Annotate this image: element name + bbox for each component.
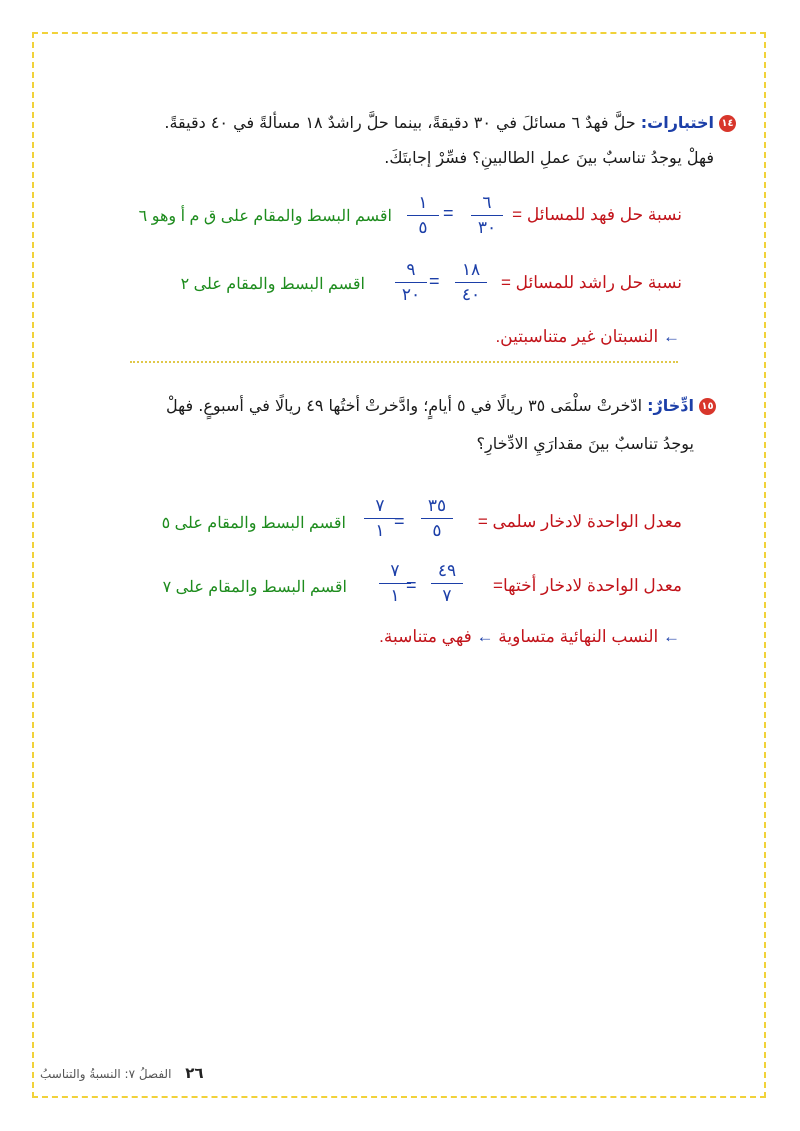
denominator: ٧ [442,586,452,605]
step-note: اقسم البسط والمقام على ٥ [161,515,346,532]
fraction [389,260,433,305]
step-note: اقسم البسط والمقام على ق م أ وهو ٦ [138,208,392,225]
fraction [465,193,509,238]
answer-conclusion [379,627,680,647]
question-14-line1 [164,113,736,132]
question-15-line1 [166,396,716,415]
fraction-bar [364,518,396,519]
fraction-bar [395,282,427,283]
equals-sign: = [443,203,454,223]
numerator: ٧ [375,496,385,515]
fraction-bar [379,583,411,584]
denominator: ١ [390,586,400,605]
numerator: ١ [418,193,428,212]
numerator: ٣٥ [427,496,447,515]
fraction [425,561,469,606]
numerator: ١٨ [461,260,481,279]
equals-sign: = [394,511,405,531]
answer-row-label: معدل الواحدة لادخار أختها= [493,576,682,595]
question-text: ادّخرتْ سلْمَى ٣٥ ريالًا في ٥ أيامٍ؛ وادَّخرتْ أختُها ٤٩ ريالًا في أسبوعٍ. فهلْ [166,396,643,415]
question-keyword: ادِّخارٌ: [647,396,694,415]
numerator: ٩ [406,260,416,279]
answer-row-label: نسبة حل راشد للمسائل = [500,273,682,292]
numerator: ٧ [390,561,400,580]
question-15-line2: يوجدُ تناسبٌ بينَ مقدارَيِ الادِّخارِ؟ [476,434,694,453]
answer-conclusion [495,327,680,347]
fraction-bar [421,518,453,519]
denominator: ٣٠ [477,218,497,237]
fraction-bar [471,215,503,216]
question-number-badge: ١٥ [699,398,716,415]
fraction [449,260,493,305]
arrow-left-icon: ← [476,627,494,646]
step-note: اقسم البسط والمقام على ٧ [162,579,347,596]
fraction [358,496,402,541]
conclusion-text: النسب النهائية متساوية [498,627,659,646]
question-keyword: اختبارات: [640,113,714,132]
numerator: ٦ [482,193,492,212]
question-number-badge: ١٤ [719,115,736,132]
fraction-bar [455,282,487,283]
fraction-bar [407,215,439,216]
equals-sign: = [406,575,417,595]
page-footer [40,1064,204,1082]
question-text: حلَّ فهدٌ ٦ مسائلَ في ٣٠ دقيقةً، بينما حلَّ راشدٌ ١٨ مسألةً في ٤٠ دقيقةً. [164,113,636,132]
arrow-left-icon: ← [663,327,680,346]
answer-row-label: نسبة حل فهد للمسائل = [512,205,682,224]
arrow-left-icon: ← [663,627,680,646]
denominator: ٥ [418,218,428,237]
equals-sign: = [429,271,440,291]
answer-row-label: معدل الواحدة لادخار سلمى = [477,512,682,531]
step-note: اقسم البسط والمقام على ٢ [180,276,365,293]
fraction [415,496,459,541]
page-number: ٢٦ [185,1064,204,1082]
question-14-line2: فهلْ يوجدُ تناسبٌ بينَ عملِ الطالبينِ؟ فسِّرْ إجابتَكَ. [384,148,714,167]
conclusion-text: النسبتان غير متناسبتين. [495,327,659,346]
fraction-bar [431,583,463,584]
denominator: ٢٠ [401,285,421,304]
fraction [401,193,445,238]
section-divider [130,361,678,363]
chapter-title: الفصلُ ٧: النسبةُ والتناسبُ [40,1067,172,1081]
fraction [373,561,417,606]
conclusion-text: فهي متناسبة. [379,627,472,646]
denominator: ١ [375,521,385,540]
numerator: ٤٩ [437,561,457,580]
denominator: ٥ [432,521,442,540]
denominator: ٤٠ [461,285,481,304]
